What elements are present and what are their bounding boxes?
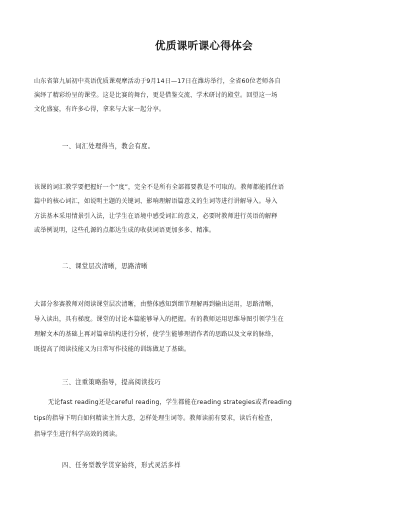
paragraph-line: 山东省第九届初中英语优质课观摩活动于9月14日—17日在潍坊举行，全省60位老师各自	[34, 78, 281, 85]
paragraph-line: 指导学生进行科学高效的阅读。	[34, 431, 122, 438]
paragraph-line: 篇中的核心词汇，如说明主题的关键词、影响理解语篇意义的生词等进行讲解导入。导入	[34, 198, 278, 205]
section-heading: 一、词汇处理得当，教会有度。	[62, 143, 155, 150]
paragraph-line: 文化盛宴，有许多心得，拿来与大家一起分享。	[34, 106, 166, 113]
paragraph-line: 该课的词汇教学要把握好一个“度”，完全不是所有全部都要教是不可取的。教师都能抓住语	[34, 184, 285, 191]
paragraph-line: 既提高了阅读技能又为日常写作技能的训练做足了基础。	[34, 346, 191, 353]
paragraph-line: 或举例说明，这些孔源的点都达生成的收获词语更加多多、精准。	[34, 227, 216, 234]
section-heading: 二、课堂层次清晰，思路清晰	[62, 263, 148, 270]
paragraph-line: 导入读出，具有梯度。课堂的讨论本篇能够导入的把握。有的教师运用思维导图引领学生在	[34, 316, 284, 323]
paragraph-line: 大部分参赛教师对阅读课堂层次清晰，由整体感知到细节理解再到输出运用，思路清晰，	[34, 301, 278, 308]
paragraph-line: 演绎了精彩纷呈的课堂。这是比赛的舞台，更是借鉴交流、学术研讨的殿堂。回望这一场	[34, 92, 278, 99]
section-heading: 三、注重策略指导，提高阅读技巧	[62, 379, 161, 386]
paragraph-line: 无论fast reading还是careful reading，学生都能在reading strategies或者reading	[48, 399, 292, 406]
paragraph-line: tips的指导下明白如何精读主旨大意，怎样处理生词等。教师读前有要求，读后有检查，	[34, 415, 277, 422]
paragraph-line: 方法基本采用情景引入法，让学生在语境中感受词汇的意义，必要时教师进行英语的解释	[34, 213, 278, 220]
paragraph-line: 理解文本的基础上再对篇章结构进行分析，使学生能够理清作者的思路以及文章的脉络，	[34, 331, 278, 338]
document-title: 优质课听课心得体会	[154, 40, 254, 52]
section-heading: 四、任务型教学贯穿始终，形式灵活多样	[62, 462, 181, 469]
